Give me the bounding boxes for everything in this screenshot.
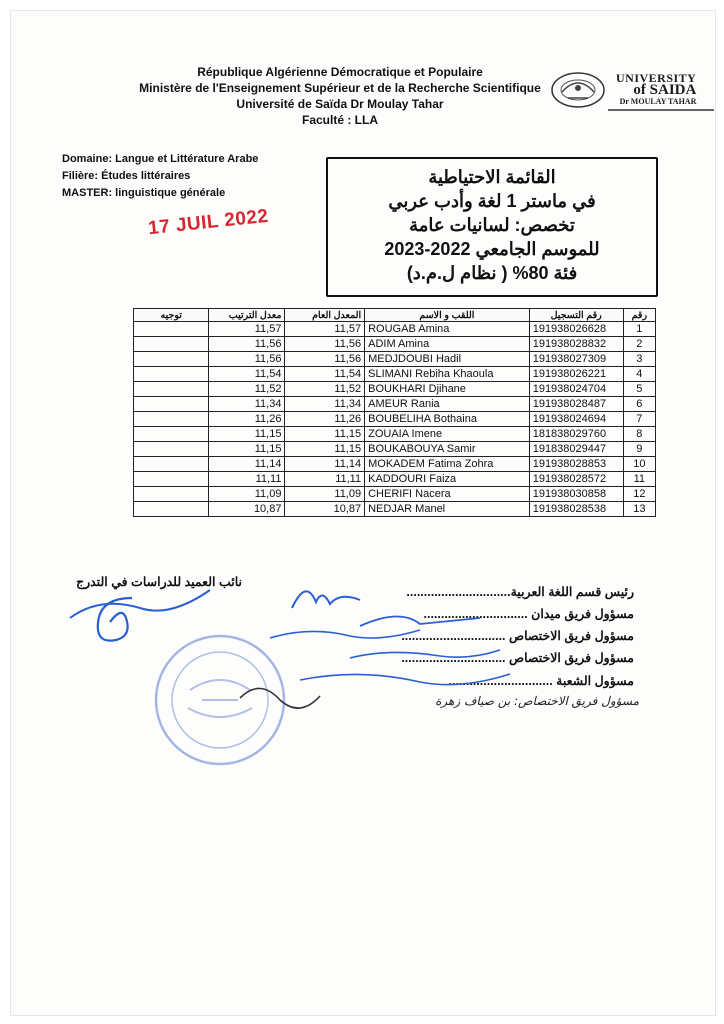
cell-name: ADIM Amina (365, 337, 530, 352)
cell-rank-avg: 11,56 (209, 337, 285, 352)
title-line-4: للموسم الجامعي 2022-2023 (384, 239, 600, 259)
header-line-4: Faculté : LLA (301, 113, 378, 127)
date-stamp: 17 JUIL 2022 (147, 205, 270, 240)
cell-number: 3 (623, 352, 655, 367)
col-number: رقم (623, 309, 655, 322)
dept-head-line: رئيس قسم اللغة العربية.............................. (406, 585, 634, 599)
cell-registration: 191938024704 (529, 382, 623, 397)
header-line-3: Université de Saïda Dr Moulay Tahar (236, 97, 444, 111)
meta-filiere: Filière: Études littéraires (62, 170, 191, 182)
university-logo-text (616, 72, 696, 108)
cell-general-avg: 11,56 (285, 352, 365, 367)
institution-header (130, 64, 550, 128)
col-name: اللقب و الاسم (365, 309, 530, 322)
cell-direction (134, 382, 209, 397)
cell-rank-avg: 11,26 (209, 412, 285, 427)
cell-registration: 191938028487 (529, 397, 623, 412)
cell-rank-avg: 11,09 (209, 487, 285, 502)
signature-scribbles (60, 578, 680, 728)
title-box (326, 157, 658, 297)
meta-master: MASTER: linguistique générale (62, 187, 226, 199)
table-row (134, 322, 656, 337)
cell-name: BOUBELIHA Bothaina (365, 412, 530, 427)
title-line-1: القائمة الاحتياطية (428, 167, 556, 187)
cell-rank-avg: 11,15 (209, 427, 285, 442)
cell-general-avg: 11,56 (285, 337, 365, 352)
cell-name: KADDOURI Faiza (365, 472, 530, 487)
cell-number: 4 (623, 367, 655, 382)
cell-number: 2 (623, 337, 655, 352)
col-rank-avg: معدل الترتيب (209, 309, 285, 322)
cell-registration: 191938030858 (529, 487, 623, 502)
cell-registration: 191938024694 (529, 412, 623, 427)
logo-line-2: of SAIDA (633, 82, 697, 98)
cell-name: ROUGAB Amina (365, 322, 530, 337)
cell-number: 9 (623, 442, 655, 457)
cell-direction (134, 322, 209, 337)
table-row (134, 397, 656, 412)
cell-number: 10 (623, 457, 655, 472)
cell-direction (134, 457, 209, 472)
title-line-2: في ماستر 1 لغة وأدب عربي (388, 191, 596, 211)
cell-registration: 191938028572 (529, 472, 623, 487)
cell-registration: 191938028538 (529, 502, 623, 517)
table-row (134, 337, 656, 352)
cell-direction (134, 427, 209, 442)
cell-rank-avg: 11,57 (209, 322, 285, 337)
cell-rank-avg: 11,14 (209, 457, 285, 472)
header-line-1: République Algérienne Démocratique et Populaire (197, 65, 483, 79)
cell-general-avg: 11,14 (285, 457, 365, 472)
cell-number: 6 (623, 397, 655, 412)
logo-line-1: UNIVERSITY (616, 71, 697, 85)
spec-team-line-1: مسؤول فريق الاختصاص .............................. (401, 629, 634, 643)
branch-head-line: مسؤول الشعبة .............................. (448, 674, 634, 688)
table-row (134, 427, 656, 442)
cell-rank-avg: 11,11 (209, 472, 285, 487)
cell-number: 12 (623, 487, 655, 502)
cell-direction (134, 397, 209, 412)
table-row (134, 442, 656, 457)
cell-number: 7 (623, 412, 655, 427)
cell-name: SLIMANI Rebiha Khaoula (365, 367, 530, 382)
cell-direction (134, 442, 209, 457)
cell-registration: 191838029447 (529, 442, 623, 457)
col-registration: رقم التسجيل (529, 309, 623, 322)
cell-general-avg: 11,11 (285, 472, 365, 487)
field-team-line: مسؤول فريق ميدان .............................. (423, 607, 634, 621)
table-header-row (134, 309, 656, 322)
cell-general-avg: 11,57 (285, 322, 365, 337)
handwritten-note: مسؤول فريق الاختصاص: بن صياف زهرة (435, 694, 639, 708)
cell-general-avg: 11,54 (285, 367, 365, 382)
cell-general-avg: 11,15 (285, 442, 365, 457)
table-row (134, 457, 656, 472)
cell-direction (134, 367, 209, 382)
reserve-list-table (133, 308, 656, 517)
cell-registration: 191938026221 (529, 367, 623, 382)
cell-name: MOKADEM Fatima Zohra (365, 457, 530, 472)
logo-line-3: Dr MOULAY TAHAR (619, 97, 697, 106)
col-general-avg: المعدل العام (285, 309, 365, 322)
table-row (134, 472, 656, 487)
cell-registration: 191938026628 (529, 322, 623, 337)
table-row (134, 382, 656, 397)
cell-number: 5 (623, 382, 655, 397)
cell-general-avg: 11,15 (285, 427, 365, 442)
cell-general-avg: 10,87 (285, 502, 365, 517)
cell-registration: 191938028853 (529, 457, 623, 472)
cell-general-avg: 11,52 (285, 382, 365, 397)
cell-direction (134, 337, 209, 352)
cell-rank-avg: 11,56 (209, 352, 285, 367)
cell-number: 11 (623, 472, 655, 487)
cell-rank-avg: 10,87 (209, 502, 285, 517)
title-line-5: فئة 80% ( نظام ل.م.د) (406, 263, 578, 283)
header-line-2: Ministère de l'Enseignement Supérieur et de la Recherche Scientifique (139, 81, 541, 95)
table-row (134, 502, 656, 517)
cell-rank-avg: 11,54 (209, 367, 285, 382)
col-direction: توجيه (134, 309, 209, 322)
cell-name: NEDJAR Manel (365, 502, 530, 517)
title-line-3: تخصص: لسانيات عامة (409, 215, 575, 235)
table-row (134, 367, 656, 382)
cell-name: AMEUR Rania (365, 397, 530, 412)
cell-number: 8 (623, 427, 655, 442)
cell-rank-avg: 11,15 (209, 442, 285, 457)
program-meta (62, 151, 258, 202)
table-row (134, 412, 656, 427)
cell-direction (134, 412, 209, 427)
cell-name: MEDJDOUBI Hadil (365, 352, 530, 367)
cell-number: 13 (623, 502, 655, 517)
cell-direction (134, 352, 209, 367)
table-row (134, 487, 656, 502)
cell-rank-avg: 11,34 (209, 397, 285, 412)
table-row (134, 352, 656, 367)
cell-name: BOUKHARI Djihane (365, 382, 530, 397)
dept-head-signature (292, 591, 360, 608)
cell-name: BOUKABOUYA Samir (365, 442, 530, 457)
table-body (134, 322, 656, 517)
cell-name: ZOUAIA Imene (365, 427, 530, 442)
vice-dean-label: نائب العميد للدراسات في التدرج (76, 575, 242, 589)
cell-number: 1 (623, 322, 655, 337)
cell-general-avg: 11,09 (285, 487, 365, 502)
meta-domain: Domaine: Langue et Littérature Arabe (62, 153, 259, 165)
cell-rank-avg: 11,52 (209, 382, 285, 397)
spec-team-line-2: مسؤول فريق الاختصاص .............................. (401, 651, 634, 665)
cell-general-avg: 11,34 (285, 397, 365, 412)
cell-direction (134, 502, 209, 517)
cell-registration: 181838029760 (529, 427, 623, 442)
cell-general-avg: 11,26 (285, 412, 365, 427)
cell-direction (134, 487, 209, 502)
cell-registration: 191938027309 (529, 352, 623, 367)
cell-name: CHERIFI Nacera (365, 487, 530, 502)
cell-registration: 191938028832 (529, 337, 623, 352)
cell-direction (134, 472, 209, 487)
